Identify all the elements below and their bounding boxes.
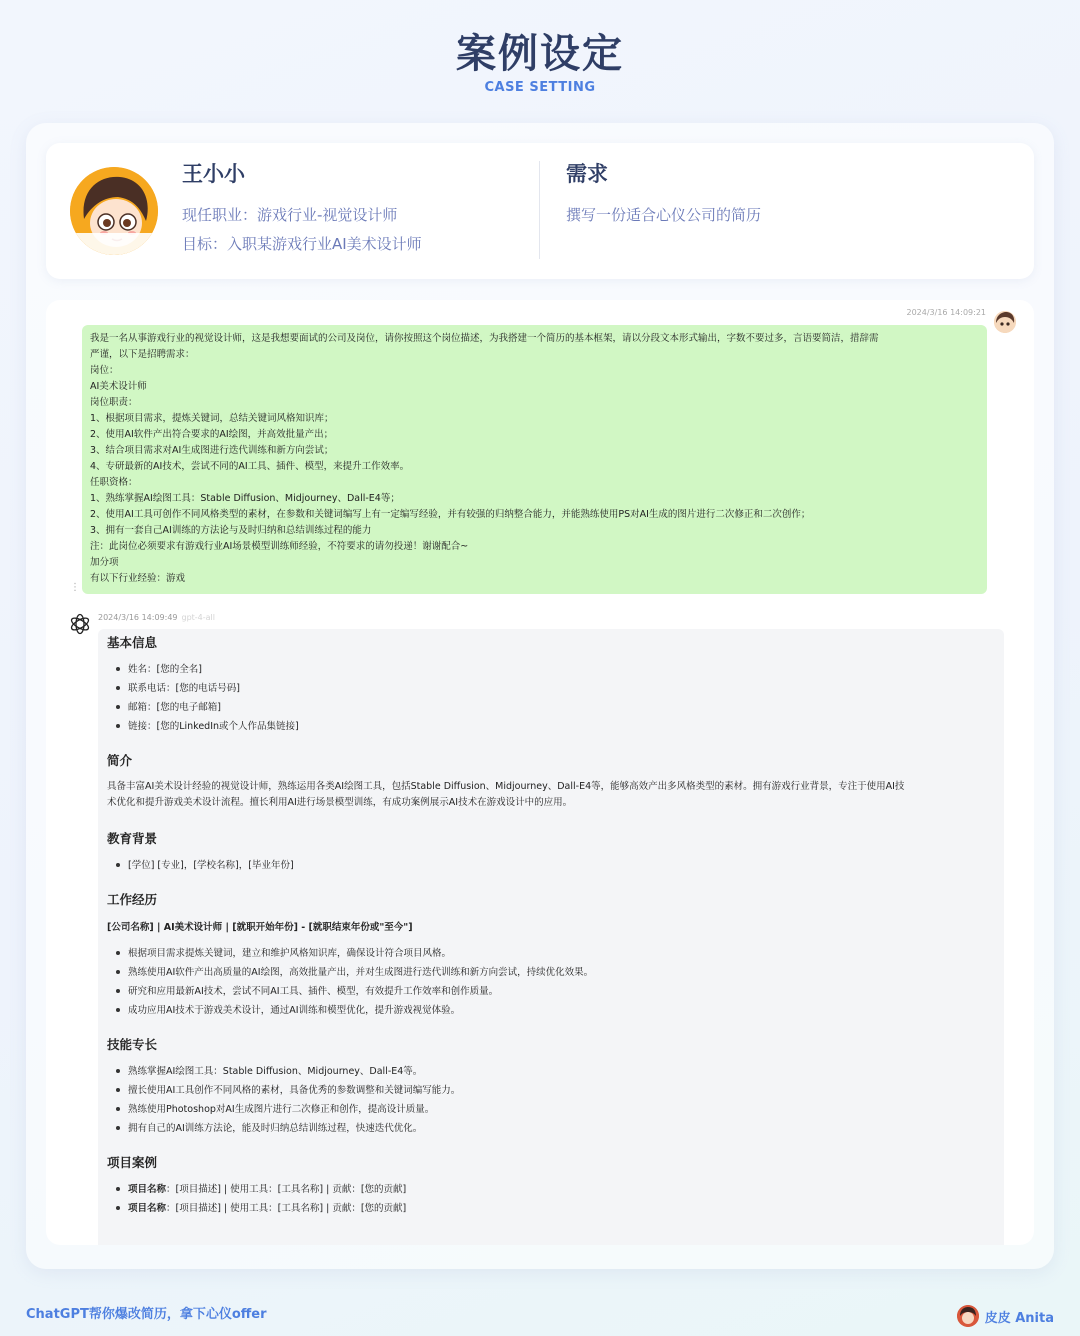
work-entry-heading: [公司名称] | AI美术设计师 | [就职开始年份] - [就职结束年份或"至今"] bbox=[107, 922, 413, 933]
project-label: 项目名称 bbox=[128, 1184, 167, 1195]
education-list bbox=[107, 856, 995, 875]
footer-tagline: ChatGPT帮你爆改简历，拿下心仪offer bbox=[26, 1307, 267, 1322]
list-item: [学位] [专业]，[学校名称]，[毕业年份] bbox=[107, 856, 995, 875]
user-message-line: 3、拥有一套自己AI训练的方法论与及时归纳和总结训练过程的能力 bbox=[90, 525, 372, 536]
chatgpt-logo-icon bbox=[68, 612, 92, 636]
page-subtitle: CASE SETTING bbox=[484, 80, 596, 95]
list-item: 邮箱：[您的电子邮箱] bbox=[107, 698, 995, 717]
project-detail: ：[项目描述] | 使用工具：[工具名称] | 贡献：[您的贡献] bbox=[166, 1184, 407, 1195]
author-avatar-illustration bbox=[957, 1305, 979, 1327]
profile-card bbox=[46, 143, 1034, 279]
user-message-line: 岗位职责： bbox=[90, 397, 138, 408]
user-message-line: 1、根据项目需求，提炼关键词，总结关键词风格知识库； bbox=[90, 413, 334, 424]
user-message-line: 任职资格： bbox=[90, 477, 138, 488]
list-item: 姓名：[您的全名] bbox=[107, 660, 995, 679]
author-name: 皮皮 Anita bbox=[984, 1310, 1054, 1326]
user-message-line: 4、专研最新的AI技术，尝试不同的AI工具、插件、模型，来提升工作效率。 bbox=[90, 461, 410, 472]
need-text: 撰写一份适合心仪公司的简历 bbox=[566, 206, 762, 224]
user-message-line: 2、使用AI工具可创作不同风格类型的素材，在参数和关键词编写上有一定编写经验，并有较强的归纳整合能力，并能熟练使用PS对AI生成的图片进行二次修正和二次创作； bbox=[90, 509, 811, 520]
user-message-line: 我是一名从事游戏行业的视觉设计师，这是我想要面试的公司及岗位，请你按照这个岗位描述，为我搭建一个简历的基本框架，请以分段文本形式输出，字数不要过多，言语要简洁，措辞需 bbox=[90, 333, 879, 344]
section-heading-work: 工作经历 bbox=[107, 892, 158, 907]
list-item: 研究和应用最新AI技术，尝试不同AI工具、插件、模型，有效提升工作效率和创作质量。 bbox=[107, 982, 995, 1001]
project-detail: ：[项目描述] | 使用工具：[工具名称] | 贡献：[您的贡献] bbox=[166, 1203, 407, 1214]
page-header bbox=[0, 28, 1080, 96]
work-list bbox=[107, 944, 995, 1020]
user-message-bubble[interactable] bbox=[82, 325, 987, 594]
user-avatar-illustration bbox=[994, 311, 1016, 333]
avatar bbox=[70, 167, 158, 255]
gpt-model-label: gpt-4-all bbox=[181, 613, 216, 622]
user-message-line: 严谨，以下是招聘需求： bbox=[90, 349, 195, 360]
user-message-line: 2、使用AI软件产出符合要求的AI绘图，并高效批量产出； bbox=[90, 429, 334, 440]
list-item bbox=[107, 1199, 995, 1218]
footer-author bbox=[957, 1304, 1054, 1328]
user-message-timestamp: 2024/3/16 14:09:21 bbox=[906, 308, 986, 317]
chat-window bbox=[46, 300, 1034, 1245]
list-item: 链接：[您的LinkedIn或个人作品集链接] bbox=[107, 717, 995, 736]
gpt-message-meta bbox=[98, 613, 215, 622]
list-item: 擅长使用AI工具创作不同风格的素材，具备优秀的参数调整和关键词编写能力。 bbox=[107, 1081, 995, 1100]
basic-info-list bbox=[107, 660, 995, 736]
gpt-message-timestamp: 2024/3/16 14:09:49 bbox=[98, 613, 178, 622]
avatar-illustration bbox=[70, 167, 158, 255]
user-message-line: 岗位： bbox=[90, 365, 119, 376]
list-item bbox=[107, 1180, 995, 1199]
gpt-message-bubble[interactable] bbox=[98, 629, 1004, 1245]
list-item: 根据项目需求提炼关键词，建立和维护风格知识库，确保设计符合项目风格。 bbox=[107, 944, 995, 963]
user-message-line: AI美术设计师 bbox=[90, 381, 147, 392]
section-heading-basic: 基本信息 bbox=[107, 635, 158, 650]
user-message-line: 3、结合项目需求对AI生成图进行迭代训练和新方向尝试； bbox=[90, 445, 334, 456]
list-item: 熟练使用AI软件产出高质量的AI绘图，高效批量产出，并对生成图进行迭代训练和新方向尝试，持续优化效果。 bbox=[107, 963, 995, 982]
profile-name: 王小小 bbox=[182, 162, 245, 186]
section-heading-education: 教育背景 bbox=[107, 831, 158, 846]
user-message-line: 加分项 bbox=[90, 557, 119, 568]
user-avatar bbox=[994, 311, 1016, 333]
section-heading-projects: 项目案例 bbox=[107, 1155, 158, 1170]
section-heading-skills: 技能专长 bbox=[107, 1037, 158, 1052]
user-message-line: 注：此岗位必须要求有游戏行业AI场景模型训练师经验，不符要求的请勿投递！谢谢配合~ bbox=[90, 541, 469, 552]
intro-line: 具备丰富AI美术设计经验的视觉设计师，熟练运用各类AI绘图工具，包括Stable Diffusion、Midjourney、Dall-E4等，能够高效产出多风格类型的素材。拥有游戏行业背景，专注于使用AI技 bbox=[107, 781, 905, 792]
profile-current-job: 现任职业：游戏行业-视觉设计师 bbox=[182, 206, 398, 224]
author-avatar bbox=[957, 1305, 979, 1327]
list-item: 成功应用AI技术于游戏美术设计，通过AI训练和模型优化，提升游戏视觉体验。 bbox=[107, 1001, 995, 1020]
intro-paragraph bbox=[107, 779, 995, 811]
intro-line: 术优化和提升游戏美术设计流程。擅长利用AI进行场景模型训练，有成功案例展示AI技术在游戏设计中的应用。 bbox=[107, 797, 573, 808]
projects-list bbox=[107, 1180, 995, 1218]
user-message-line: 有以下行业经验：游戏 bbox=[90, 573, 186, 584]
project-label: 项目名称 bbox=[128, 1203, 167, 1214]
need-title: 需求 bbox=[566, 162, 608, 186]
list-item: 联系电话：[您的电话号码] bbox=[107, 679, 995, 698]
user-message-line: 1、熟练掌握AI绘图工具：Stable Diffusion、Midjourney、Dall-E4等； bbox=[90, 493, 400, 504]
list-item: 熟练使用Photoshop对AI生成图片进行二次修正和创作，提高设计质量。 bbox=[107, 1100, 995, 1119]
skills-list bbox=[107, 1062, 995, 1138]
profile-divider bbox=[539, 161, 540, 259]
page-title: 案例设定 bbox=[456, 31, 624, 77]
profile-goal: 目标：入职某游戏行业AI美术设计师 bbox=[182, 235, 422, 253]
list-item: 熟练掌握AI绘图工具：Stable Diffusion、Midjourney、Dall-E4等。 bbox=[107, 1062, 995, 1081]
more-options-icon[interactable]: ⋮ bbox=[70, 582, 80, 593]
list-item: 拥有自己的AI训练方法论，能及时归纳总结训练过程，快速迭代优化。 bbox=[107, 1119, 995, 1138]
section-heading-intro: 简介 bbox=[107, 753, 133, 768]
